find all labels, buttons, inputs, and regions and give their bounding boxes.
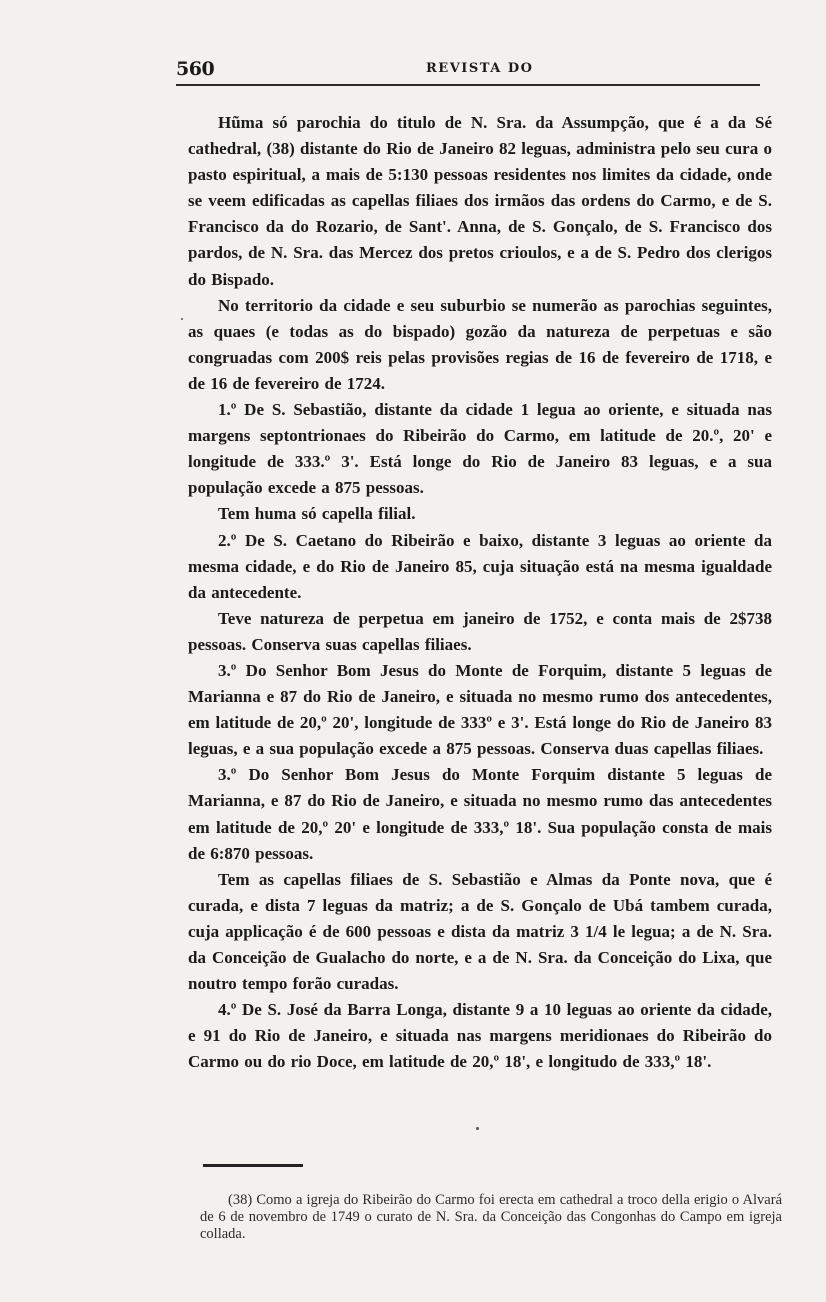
footnote: (38) Como a igreja do Ribeirão do Carmo foi erecta em cathedral a troco della erigio o Alvará de 6 de novembro de 1749 o curato de N. Sra. da Conceição das Congonhas do Campo em igreja collada. xyxy=(200,1192,782,1242)
paragraph-barra-longa: 4.º De S. José da Barra Longa, distante 9 a 10 leguas ao oriente da cidade, e 91 do Rio de Janeiro, e situada nas margens meridionaes do Ribeirão do Carmo ou do rio Doce, em latitude de 20,º 18', e longitudo de 333,º 18'. xyxy=(188,1000,772,1072)
paragraph-sebastiao: 1.º De S. Sebastião, distante da cidade 1 legua ao oriente, e situada nas margens septontrionaes do Ribeirão do Carmo, em latitude de 20.º, 20' e longitude de 333.º 3'. Está longe do Rio de Janeiro 83 leguas, e a sua população excede a 875 pessoas. xyxy=(188,400,772,498)
header-rule xyxy=(176,84,760,86)
print-speck xyxy=(181,318,183,320)
paragraph-forquim-second: 3.º Do Senhor Bom Jesus do Monte Forquim distante 5 leguas de Marianna, e 87 do Rio de Janeiro, e situada no mesmo rumo das antecedentes em latitude de 20,º 20' e longitude de 333,º 18'. Sua população consta de mais de 6:870 pessoas. xyxy=(188,765,772,863)
body-text xyxy=(188,110,772,1075)
paragraph-sebastiao-chapel: Tem huma só capella filial. xyxy=(218,504,416,524)
page-number: 560 xyxy=(176,58,215,80)
paragraph-se-parish: Hũma só parochia do titulo de N. Sra. da Assumpção, que é a da Sé cathedral, (38) distante do Rio de Janeiro 82 leguas, administra pelo seu cura o pasto espiritual, a mais de 5:130 pessoas residentes nos limites da cidade, onde se veem edificadas as capellas filiaes dos irmãos das ordens do Carmo, e de S. Francisco da do Rozario, de Sant'. Anna, de S. Gonçalo, de S. Francisco dos pardos, de N. Sra. das Mercez dos pretos crioulos, e a de S. Pedro dos clerigos do Bispado. xyxy=(188,113,772,289)
print-speck xyxy=(476,1127,479,1130)
footnote-rule xyxy=(203,1164,303,1167)
paragraph-forquim-chapels: Tem as capellas filiaes de S. Sebastião e Almas da Ponte nova, que é curada, e dista 7 leguas da matriz; a de S. Gonçalo de Ubá tambem curada, cuja applicação é de 600 pessoas e dista da matriz 3 1/4 le legua; a de N. Sra. da Conceição de Gualacho do norte, e a de N. Sra. da Conceição do Lixa, que noutro tempo forão curadas. xyxy=(188,869,772,994)
paragraph-caetano-nature: Teve natureza de perpetua em janeiro de 1752, e conta mais de 2$738 pessoas. Conserva suas capellas filiaes. xyxy=(188,608,772,654)
paragraph-caetano: 2.º De S. Caetano do Ribeirão e baixo, distante 3 leguas ao oriente da mesma cidade, e do Rio de Janeiro 85, cuja situação está na mesma igualdade da antecedente. xyxy=(188,530,772,602)
paragraph-forquim-first: 3.º Do Senhor Bom Jesus do Monte de Forquim, distante 5 leguas de Marianna e 87 do Rio de Janeiro, e situada no mesmo rumo dos antecedentes, em latitude de 20,º 20', longitude de 333º e 3'. Está longe do Rio de Janeiro 83 leguas, e a sua população excede a 875 pessoas. Conserva duas capellas filiaes. xyxy=(188,660,772,759)
paragraph-territory: No territorio da cidade e seu suburbio se numerão as parochias seguintes, as quaes (e todas as do bispado) gozão da natureza de perpetuas e são congruadas com 200$ reis pelas provisões regias de 16 de fevereiro de 1718, e de 16 de fevereiro de 1724. xyxy=(188,295,772,393)
running-head: REVISTA DO xyxy=(426,61,534,76)
page-header xyxy=(176,58,760,84)
